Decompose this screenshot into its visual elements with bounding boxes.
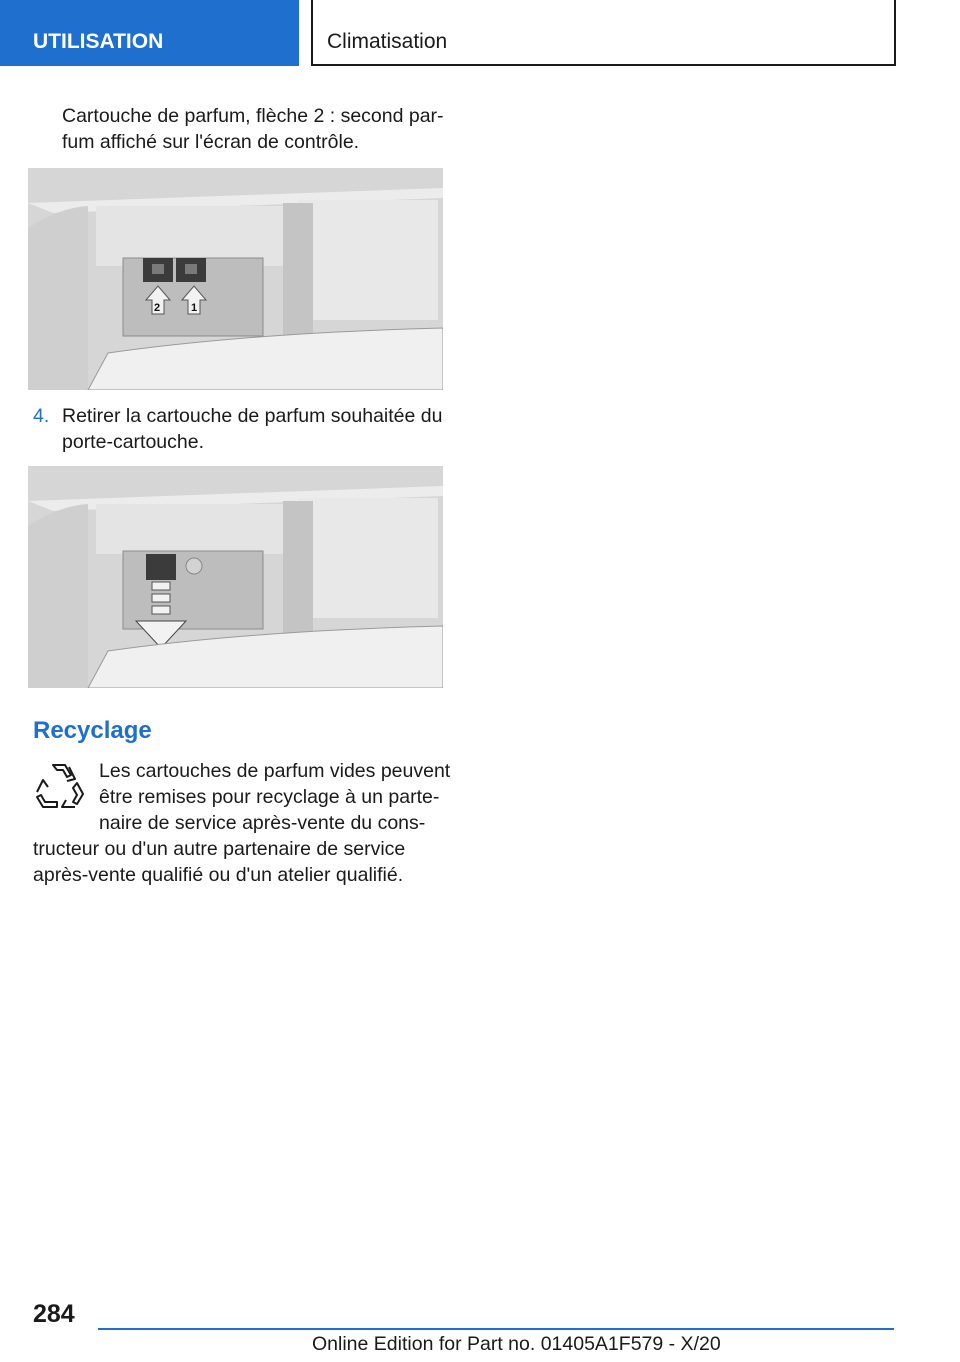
cartridge-removal-illustration — [28, 466, 443, 688]
cartridge-holder-illustration — [28, 168, 443, 390]
step-text: Retirer la cartouche de parfum souhaitée du porte-cartouche. — [62, 405, 443, 453]
figure-cartridge-holder — [28, 168, 443, 390]
arrow-label-1: 1 — [191, 302, 198, 314]
page-number: 284 — [33, 1300, 75, 1328]
arrow-label-2: 2 — [154, 302, 161, 314]
chapter-title: Climatisation — [311, 0, 896, 66]
footer-edition: Online Edition for Part no. 01405A1F579 - X/20 — [312, 1333, 721, 1355]
recycling-text: Les cartouches de parfum vides peuvent être remises pour recyclage à un parte-naire de service après-vente du cons-tructeur ou d'un autre partenaire de service après-vente qualifié ou d'un atelier qualifié. — [33, 760, 451, 886]
step-number: 4. — [33, 405, 50, 427]
recycling-paragraph — [33, 758, 453, 888]
figure-cartridge-removal — [28, 466, 443, 688]
section-tab: UTILISATION — [0, 0, 299, 66]
footer-rule — [98, 1328, 894, 1330]
intro-paragraph: Cartouche de parfum, flèche 2 : second par-fum affiché sur l'écran de contrôle. — [62, 105, 444, 153]
section-heading-recycling: Recyclage — [33, 717, 152, 744]
